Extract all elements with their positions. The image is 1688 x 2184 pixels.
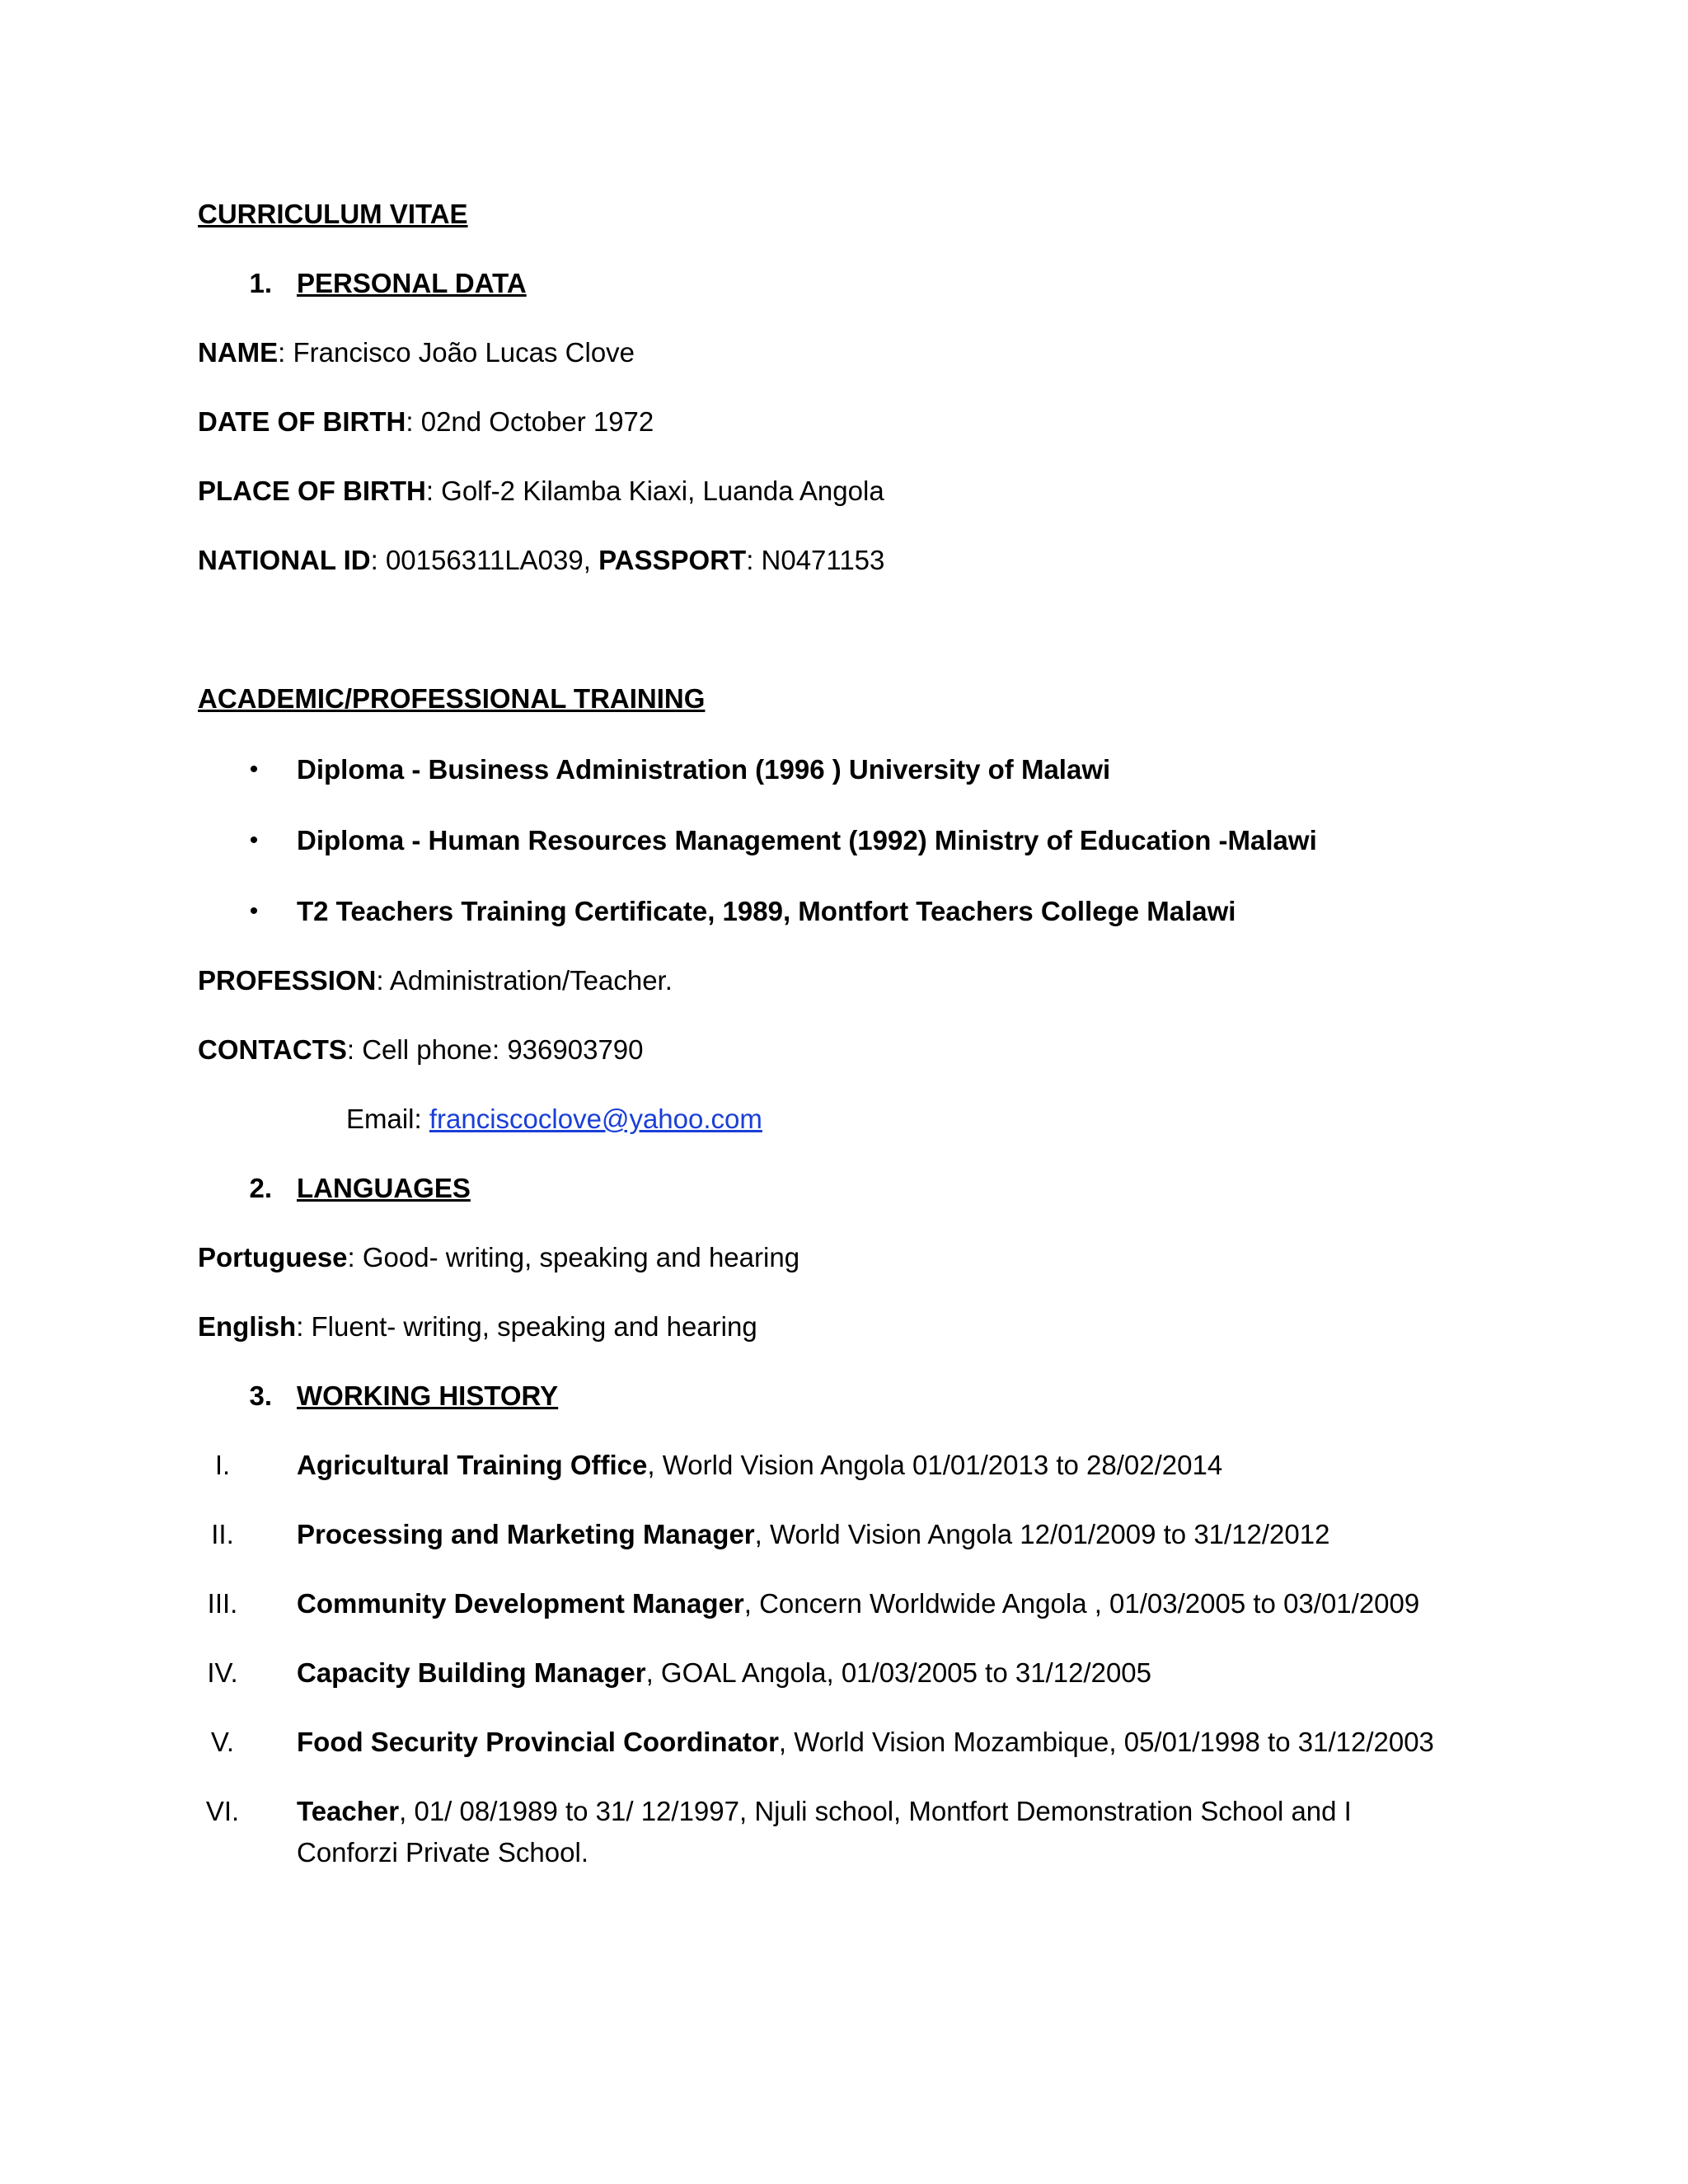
work-role: Capacity Building Manager — [297, 1657, 646, 1688]
id-row — [198, 544, 884, 577]
work-role: Agricultural Training Office — [297, 1450, 648, 1480]
work-numeral: I. — [214, 1450, 231, 1480]
training-item: T2 Teachers Training Certificate, 1989, Montfort Teachers College Malawi — [297, 896, 1236, 926]
dob-row — [198, 405, 654, 438]
pob-value: : Golf-2 Kilamba Kiaxi, Luanda Angola — [425, 476, 884, 506]
bullet-icon: • — [249, 827, 259, 854]
language-row-english — [198, 1310, 757, 1343]
work-detail: , 01/ 08/1989 to 31/ 12/1997, Njuli school, Montfort Demonstration School and I — [399, 1796, 1352, 1826]
document-title: CURRICULUM VITAE — [198, 199, 468, 229]
work-item — [297, 1795, 1352, 1828]
bullet-icon: • — [249, 756, 259, 783]
passport-label: PASSPORT — [598, 545, 747, 575]
email-link[interactable]: franciscoclove@yahoo.com — [429, 1104, 762, 1134]
work-item — [297, 1726, 1434, 1759]
national-id-value: : 00156311LA039, — [370, 545, 599, 575]
work-numeral: II. — [211, 1519, 234, 1549]
name-value: : Francisco João Lucas Clove — [278, 337, 635, 368]
work-numeral: VI. — [205, 1796, 240, 1826]
work-item — [297, 1657, 1151, 1690]
work-detail: , Concern Worldwide Angola , 01/03/2005 to 03/01/2009 — [743, 1588, 1420, 1619]
section-number-languages: 2. — [249, 1173, 272, 1203]
dob-label: DATE OF BIRTH — [198, 406, 406, 437]
email-row — [346, 1103, 762, 1136]
training-item: Diploma - Human Resources Management (1992) Ministry of Education -Malawi — [297, 825, 1317, 855]
section-heading-work: WORKING HISTORY — [297, 1380, 559, 1411]
section-number-work: 3. — [249, 1380, 272, 1411]
pob-row — [198, 475, 884, 508]
work-item — [297, 1587, 1419, 1620]
work-detail: , World Vision Angola 12/01/2009 to 31/12/2012 — [754, 1519, 1330, 1549]
language-label: Portuguese — [198, 1242, 348, 1272]
national-id-label: NATIONAL ID — [198, 545, 371, 575]
dob-value: : 02nd October 1972 — [406, 406, 654, 437]
contacts-label: CONTACTS — [198, 1034, 347, 1065]
pob-label: PLACE OF BIRTH — [198, 476, 426, 506]
name-label: NAME — [198, 337, 279, 368]
work-numeral: V. — [210, 1727, 235, 1757]
bullet-icon: • — [249, 898, 259, 925]
contacts-phone: : Cell phone: 936903790 — [346, 1034, 644, 1065]
section-heading-languages: LANGUAGES — [297, 1173, 471, 1203]
section-heading-personal: PERSONAL DATA — [297, 268, 527, 298]
language-value: : Good- writing, speaking and hearing — [347, 1242, 800, 1272]
work-detail: , World Vision Mozambique, 05/01/1998 to 31/12/2003 — [778, 1727, 1434, 1757]
profession-row — [198, 964, 673, 997]
contacts-row — [198, 1033, 644, 1066]
language-label: English — [198, 1311, 297, 1342]
section-number-personal: 1. — [249, 268, 272, 298]
section-heading-training: ACADEMIC/PROFESSIONAL TRAINING — [198, 683, 706, 714]
profession-label: PROFESSION — [198, 965, 377, 996]
passport-value: : N0471153 — [746, 545, 885, 575]
name-row — [198, 336, 635, 369]
work-item — [297, 1518, 1329, 1551]
work-detail-continued: Conforzi Private School. — [297, 1837, 588, 1868]
work-role: Community Development Manager — [297, 1588, 744, 1619]
language-row-portuguese — [198, 1241, 799, 1274]
work-detail: , GOAL Angola, 01/03/2005 to 31/12/2005 — [645, 1657, 1152, 1688]
work-numeral: IV. — [207, 1657, 238, 1688]
work-role: Teacher — [297, 1796, 400, 1826]
work-role: Food Security Provincial Coordinator — [297, 1727, 779, 1757]
work-detail: , World Vision Angola 01/01/2013 to 28/02/2014 — [647, 1450, 1223, 1480]
training-item: Diploma - Business Administration (1996 ) University of Malawi — [297, 754, 1111, 785]
language-value: : Fluent- writing, speaking and hearing — [296, 1311, 757, 1342]
profession-value: : Administration/Teacher. — [376, 965, 673, 996]
work-item — [297, 1449, 1222, 1482]
work-role: Processing and Marketing Manager — [297, 1519, 755, 1549]
work-numeral: III. — [207, 1588, 238, 1619]
email-label: Email: — [346, 1104, 429, 1134]
